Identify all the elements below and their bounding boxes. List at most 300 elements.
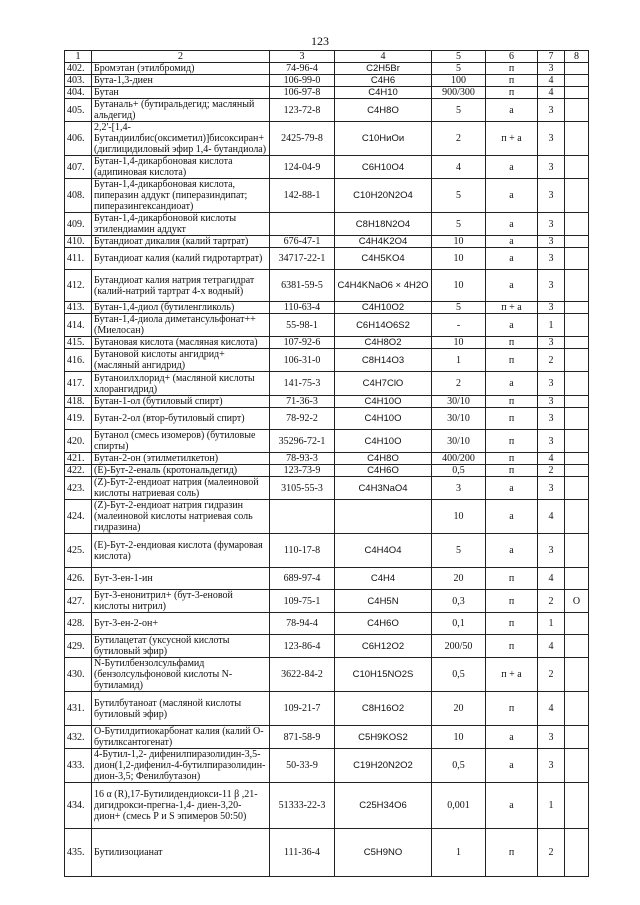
- row-number: 406.: [65, 122, 92, 156]
- row-number: 414.: [65, 314, 92, 337]
- substance-name: Бутан-1,4-диол (бутиленгликоль): [92, 302, 270, 314]
- formula: C4H8O: [335, 99, 432, 122]
- limit-value: 400/200: [432, 453, 486, 465]
- row-number: 430.: [65, 658, 92, 692]
- row-number: 403.: [65, 75, 92, 87]
- cas-number: 106-31-0: [270, 349, 335, 372]
- cas-number: 78-94-4: [270, 613, 335, 635]
- formula: C4H10: [335, 87, 432, 99]
- col-header: 7: [538, 51, 565, 63]
- substance-name: Бутаналь+ (бутиральдегид; масляный альдегид): [92, 99, 270, 122]
- table-row: [65, 270, 589, 302]
- col-header: 6: [486, 51, 538, 63]
- aggregate-state: п: [486, 75, 538, 87]
- hazard-class: 3: [538, 248, 565, 270]
- aggregate-state: п + а: [486, 658, 538, 692]
- aggregate-state: п: [486, 87, 538, 99]
- substance-name: Бутан-1-ол (бутиловый спирт): [92, 396, 270, 408]
- limit-value: 20: [432, 568, 486, 590]
- note: [565, 236, 589, 248]
- note: [565, 658, 589, 692]
- hazard-class: 3: [538, 213, 565, 236]
- table-row: [65, 829, 589, 877]
- aggregate-state: а: [486, 372, 538, 396]
- hazard-class: 2: [538, 590, 565, 613]
- col-header: 4: [335, 51, 432, 63]
- limit-value: 100: [432, 75, 486, 87]
- row-number: 427.: [65, 590, 92, 613]
- note: [565, 349, 589, 372]
- cas-number: 35296-72-1: [270, 430, 335, 453]
- limit-value: 3: [432, 477, 486, 500]
- table-row: [65, 453, 589, 465]
- row-number: 428.: [65, 613, 92, 635]
- formula: C8H18N2O4: [335, 213, 432, 236]
- cas-number: 34717-22-1: [270, 248, 335, 270]
- aggregate-state: п: [486, 692, 538, 726]
- cas-number: 676-47-1: [270, 236, 335, 248]
- table-row: [65, 635, 589, 658]
- limit-value: 5: [432, 534, 486, 568]
- substance-name: Бромэтан (этилбромид): [92, 63, 270, 75]
- aggregate-state: п + а: [486, 122, 538, 156]
- cas-number: 689-97-4: [270, 568, 335, 590]
- cas-number: 110-63-4: [270, 302, 335, 314]
- row-number: 417.: [65, 372, 92, 396]
- note: [565, 613, 589, 635]
- substance-name: Бутанол (смесь изомеров) (бутиловые спирты): [92, 430, 270, 453]
- limit-value: 0,5: [432, 658, 486, 692]
- row-number: 412.: [65, 270, 92, 302]
- limit-value: 10: [432, 337, 486, 349]
- hazard-class: 1: [538, 314, 565, 337]
- cas-number: 142-88-1: [270, 179, 335, 213]
- formula: [335, 500, 432, 534]
- table-row: [65, 302, 589, 314]
- limit-value: 5: [432, 63, 486, 75]
- note: [565, 372, 589, 396]
- table-row: [65, 465, 589, 477]
- formula: C10H15NO2S: [335, 658, 432, 692]
- hazard-class: 3: [538, 179, 565, 213]
- hazard-class: 4: [538, 75, 565, 87]
- formula: C4H4KNaO6 × 4H2O: [335, 270, 432, 302]
- formula: C4H4O4: [335, 534, 432, 568]
- substance-name: Бутан-1,4-дикарбоновая кислота (адипиновая кислота): [92, 156, 270, 179]
- cas-number: 71-36-3: [270, 396, 335, 408]
- substance-name: Бут-3-ен-2-он+: [92, 613, 270, 635]
- note: [565, 179, 589, 213]
- col-header: 8: [565, 51, 589, 63]
- note: [565, 430, 589, 453]
- hazard-class: 4: [538, 568, 565, 590]
- limit-value: 0,3: [432, 590, 486, 613]
- cas-number: 109-21-7: [270, 692, 335, 726]
- limit-value: 5: [432, 179, 486, 213]
- cas-number: 78-92-2: [270, 408, 335, 430]
- aggregate-state: а: [486, 99, 538, 122]
- hazard-class: 3: [538, 726, 565, 749]
- row-number: 410.: [65, 236, 92, 248]
- note: [565, 337, 589, 349]
- cas-number: 3622-84-2: [270, 658, 335, 692]
- limit-value: 10: [432, 500, 486, 534]
- note: [565, 568, 589, 590]
- hazard-class: 2: [538, 465, 565, 477]
- note: [565, 500, 589, 534]
- note: [565, 465, 589, 477]
- hazard-class: 3: [538, 372, 565, 396]
- cas-number: [270, 500, 335, 534]
- table-row: [65, 314, 589, 337]
- limit-value: 10: [432, 236, 486, 248]
- row-number: 415.: [65, 337, 92, 349]
- aggregate-state: а: [486, 156, 538, 179]
- formula: C8H14O3: [335, 349, 432, 372]
- hazard-class: 3: [538, 534, 565, 568]
- table-row: [65, 179, 589, 213]
- limit-value: 1: [432, 829, 486, 877]
- hazard-class: 2: [538, 658, 565, 692]
- cas-number: 871-58-9: [270, 726, 335, 749]
- formula: C4H6O: [335, 613, 432, 635]
- note: О: [565, 590, 589, 613]
- hazard-class: 3: [538, 477, 565, 500]
- cas-number: 51333-22-3: [270, 783, 335, 829]
- cas-number: 109-75-1: [270, 590, 335, 613]
- substance-name: Бутан-1,4-диола диметансульфонат++ (Миелосан): [92, 314, 270, 337]
- table-row: [65, 156, 589, 179]
- substance-name: Бута-1,3-диен: [92, 75, 270, 87]
- limit-value: 0,1: [432, 613, 486, 635]
- limit-value: 0,001: [432, 783, 486, 829]
- limit-value: 200/50: [432, 635, 486, 658]
- table-row: [65, 75, 589, 87]
- aggregate-state: а: [486, 500, 538, 534]
- substance-name: N-Бутилбензолсульфамид (бензолсульфоновой кислоты N-бутиламид): [92, 658, 270, 692]
- substance-name: Бутандиоат калия (калий гидротартрат): [92, 248, 270, 270]
- table-row: [65, 477, 589, 500]
- table-row: [65, 337, 589, 349]
- table-row: [65, 658, 589, 692]
- table-row: [65, 726, 589, 749]
- limit-value: 5: [432, 302, 486, 314]
- cas-number: 74-96-4: [270, 63, 335, 75]
- substance-name: Бутановой кислоты ангидрид+ (масляный ангидрид): [92, 349, 270, 372]
- formula: C10H20N2O4: [335, 179, 432, 213]
- row-number: 420.: [65, 430, 92, 453]
- hazard-class: 2: [538, 349, 565, 372]
- note: [565, 156, 589, 179]
- substance-name: Бутан-2-он (этилметилкетон): [92, 453, 270, 465]
- table-row: [65, 534, 589, 568]
- note: [565, 726, 589, 749]
- hazard-class: 3: [538, 396, 565, 408]
- formula: C4H8O2: [335, 337, 432, 349]
- hazard-class: 3: [538, 408, 565, 430]
- table-row: [65, 613, 589, 635]
- table-row: [65, 99, 589, 122]
- table-row: [65, 500, 589, 534]
- row-number: 429.: [65, 635, 92, 658]
- substance-name: 16 α (R),17-Бутилидендиокси-11 β ,21-дигидрокси-прегна-1,4- диен-3,20-дион+ (смесь Р и S эпимеров 50:50): [92, 783, 270, 829]
- substance-name: Бутилацетат (уксусной кислоты бутиловый эфир): [92, 635, 270, 658]
- note: [565, 635, 589, 658]
- aggregate-state: п: [486, 829, 538, 877]
- limit-value: 1: [432, 349, 486, 372]
- row-number: 423.: [65, 477, 92, 500]
- cas-number: 110-17-8: [270, 534, 335, 568]
- row-number: 422.: [65, 465, 92, 477]
- row-number: 432.: [65, 726, 92, 749]
- substance-name: Бутаноилхлорид+ (масляной кислоты хлорангидрид): [92, 372, 270, 396]
- limit-value: 0,5: [432, 749, 486, 783]
- aggregate-state: а: [486, 749, 538, 783]
- note: [565, 408, 589, 430]
- aggregate-state: п: [486, 396, 538, 408]
- table-row: [65, 692, 589, 726]
- row-number: 407.: [65, 156, 92, 179]
- substance-name: 2,2'-[1,4-Бутандиилбис(оксиметил)]бисоксиран+ (диглицидиловый эфир 1,4- бутандиола): [92, 122, 270, 156]
- hazard-class: 3: [538, 99, 565, 122]
- formula: C4H3NaO4: [335, 477, 432, 500]
- row-number: 421.: [65, 453, 92, 465]
- row-number: 425.: [65, 534, 92, 568]
- formula: C4H8O: [335, 453, 432, 465]
- aggregate-state: п: [486, 430, 538, 453]
- formula: C8H16O2: [335, 692, 432, 726]
- limit-value: 5: [432, 213, 486, 236]
- cas-number: 3105-55-3: [270, 477, 335, 500]
- formula: C5H9NO: [335, 829, 432, 877]
- limit-value: 900/300: [432, 87, 486, 99]
- cas-number: 124-04-9: [270, 156, 335, 179]
- note: [565, 783, 589, 829]
- col-header: 2: [92, 51, 270, 63]
- cas-number: 55-98-1: [270, 314, 335, 337]
- substance-name: Бут-3-ен-1-ин: [92, 568, 270, 590]
- cas-number: 6381-59-5: [270, 270, 335, 302]
- table-row: [65, 248, 589, 270]
- aggregate-state: а: [486, 477, 538, 500]
- note: [565, 396, 589, 408]
- aggregate-state: п + а: [486, 302, 538, 314]
- formula: C4H7ClO: [335, 372, 432, 396]
- aggregate-state: п: [486, 635, 538, 658]
- formula: C25H34O6: [335, 783, 432, 829]
- aggregate-state: п: [486, 349, 538, 372]
- col-header: 1: [65, 51, 92, 63]
- aggregate-state: а: [486, 783, 538, 829]
- hazard-class: 3: [538, 337, 565, 349]
- cas-number: 2425-79-8: [270, 122, 335, 156]
- note: [565, 534, 589, 568]
- aggregate-state: а: [486, 179, 538, 213]
- table-row: [65, 122, 589, 156]
- cas-number: 78-93-3: [270, 453, 335, 465]
- page-number: 123: [311, 34, 329, 48]
- aggregate-state: п: [486, 453, 538, 465]
- table-row: [65, 87, 589, 99]
- cas-number: 141-75-3: [270, 372, 335, 396]
- limit-value: 0,5: [432, 465, 486, 477]
- table-row: [65, 213, 589, 236]
- substance-name: О-Бутилдитиокарбонат калия (калий О-бутилксантогенат): [92, 726, 270, 749]
- row-number: 416.: [65, 349, 92, 372]
- substance-name: (Z)-Бут-2-ендиоат натрия (малеиновой кислоты натриевая соль): [92, 477, 270, 500]
- cas-number: 123-72-8: [270, 99, 335, 122]
- note: [565, 63, 589, 75]
- table-row: [65, 408, 589, 430]
- col-header: 5: [432, 51, 486, 63]
- aggregate-state: а: [486, 270, 538, 302]
- substance-name: 4-Бутил-1,2- дифенилпиразолидин-3,5- дион(1,2-дифенил-4-бутилпиразолидин-дион-3,5; Фенилбутазон): [92, 749, 270, 783]
- limit-value: 5: [432, 99, 486, 122]
- substance-name: (Z)-Бут-2-ендиоат натрия гидразин (малеиновой кислоты натриевая соль гидразина): [92, 500, 270, 534]
- row-number: 418.: [65, 396, 92, 408]
- table-row: [65, 430, 589, 453]
- aggregate-state: п: [486, 465, 538, 477]
- row-number: 433.: [65, 749, 92, 783]
- row-number: 413.: [65, 302, 92, 314]
- hazard-class: 3: [538, 63, 565, 75]
- formula: C4H5KO4: [335, 248, 432, 270]
- limit-value: -: [432, 314, 486, 337]
- row-number: 411.: [65, 248, 92, 270]
- note: [565, 692, 589, 726]
- hazard-class: 3: [538, 156, 565, 179]
- note: [565, 477, 589, 500]
- cas-number: 111-36-4: [270, 829, 335, 877]
- row-number: 431.: [65, 692, 92, 726]
- table-row: [65, 236, 589, 248]
- formula: C4H4: [335, 568, 432, 590]
- limit-value: 10: [432, 248, 486, 270]
- substance-name: Бутилизоцианат: [92, 829, 270, 877]
- substance-name: Бутан-1,4-дикарбоновая кислота, пиперазин аддукт (пиперазиндипат; пиперазингександиоат): [92, 179, 270, 213]
- note: [565, 829, 589, 877]
- aggregate-state: а: [486, 726, 538, 749]
- substance-name: (Е)-Бут-2-ендиовая кислота (фумаровая кислота): [92, 534, 270, 568]
- limit-value: 4: [432, 156, 486, 179]
- note: [565, 122, 589, 156]
- note: [565, 453, 589, 465]
- formula: C4H6O: [335, 465, 432, 477]
- aggregate-state: а: [486, 236, 538, 248]
- row-number: 409.: [65, 213, 92, 236]
- hazard-class: 3: [538, 430, 565, 453]
- aggregate-state: а: [486, 534, 538, 568]
- aggregate-state: п: [486, 590, 538, 613]
- formula: C4H4K2O4: [335, 236, 432, 248]
- limit-value: 2: [432, 372, 486, 396]
- formula: C5H9KOS2: [335, 726, 432, 749]
- table-row: [65, 349, 589, 372]
- hazard-class: 4: [538, 87, 565, 99]
- header-row: [65, 51, 589, 63]
- cas-number: 50-33-9: [270, 749, 335, 783]
- formula: C6H10O4: [335, 156, 432, 179]
- formula: C4H10O: [335, 396, 432, 408]
- substances-table: [64, 50, 589, 877]
- aggregate-state: а: [486, 213, 538, 236]
- col-header: 3: [270, 51, 335, 63]
- formula: C2H5Br: [335, 63, 432, 75]
- formula: C19H20N2O2: [335, 749, 432, 783]
- substance-name: Бутандиоат дикалия (калий тартрат): [92, 236, 270, 248]
- aggregate-state: а: [486, 248, 538, 270]
- aggregate-state: п: [486, 63, 538, 75]
- cas-number: 123-73-9: [270, 465, 335, 477]
- formula: C6H14O6S2: [335, 314, 432, 337]
- substance-name: Бут-3-енонитрил+ (бут-3-еновой кислоты нитрил): [92, 590, 270, 613]
- hazard-class: 3: [538, 749, 565, 783]
- table-row: [65, 568, 589, 590]
- substance-name: Бутилбутаноат (масляной кислоты бутиловый эфир): [92, 692, 270, 726]
- cas-number: [270, 213, 335, 236]
- aggregate-state: п: [486, 408, 538, 430]
- note: [565, 248, 589, 270]
- hazard-class: 1: [538, 783, 565, 829]
- limit-value: 30/10: [432, 396, 486, 408]
- limit-value: 30/10: [432, 430, 486, 453]
- formula: C4H6: [335, 75, 432, 87]
- hazard-class: 2: [538, 829, 565, 877]
- table-row: [65, 63, 589, 75]
- cas-number: 107-92-6: [270, 337, 335, 349]
- table-row: [65, 749, 589, 783]
- hazard-class: 3: [538, 122, 565, 156]
- note: [565, 302, 589, 314]
- hazard-class: 4: [538, 692, 565, 726]
- aggregate-state: а: [486, 314, 538, 337]
- row-number: 404.: [65, 87, 92, 99]
- hazard-class: 1: [538, 613, 565, 635]
- row-number: 435.: [65, 829, 92, 877]
- note: [565, 270, 589, 302]
- formula: C4H10O: [335, 408, 432, 430]
- row-number: 426.: [65, 568, 92, 590]
- hazard-class: 3: [538, 270, 565, 302]
- limit-value: 2: [432, 122, 486, 156]
- note: [565, 99, 589, 122]
- substance-name: Бутан-2-ол (втор-бутиловый спирт): [92, 408, 270, 430]
- note: [565, 87, 589, 99]
- table-row: [65, 372, 589, 396]
- row-number: 434.: [65, 783, 92, 829]
- formula: C4H10O: [335, 430, 432, 453]
- formula: C4H5N: [335, 590, 432, 613]
- substance-name: Бутановая кислота (масляная кислота): [92, 337, 270, 349]
- row-number: 419.: [65, 408, 92, 430]
- row-number: 402.: [65, 63, 92, 75]
- aggregate-state: п: [486, 337, 538, 349]
- note: [565, 749, 589, 783]
- table-row: [65, 783, 589, 829]
- table-row: [65, 590, 589, 613]
- note: [565, 213, 589, 236]
- note: [565, 75, 589, 87]
- formula: C4H10O2: [335, 302, 432, 314]
- hazard-class: 3: [538, 236, 565, 248]
- substance-name: Бутан-1,4-дикарбоновой кислоты этилендиамин аддукт: [92, 213, 270, 236]
- row-number: 405.: [65, 99, 92, 122]
- hazard-class: 4: [538, 500, 565, 534]
- formula: C10HиOи: [335, 122, 432, 156]
- aggregate-state: п: [486, 568, 538, 590]
- formula: C6H12O2: [335, 635, 432, 658]
- limit-value: 10: [432, 270, 486, 302]
